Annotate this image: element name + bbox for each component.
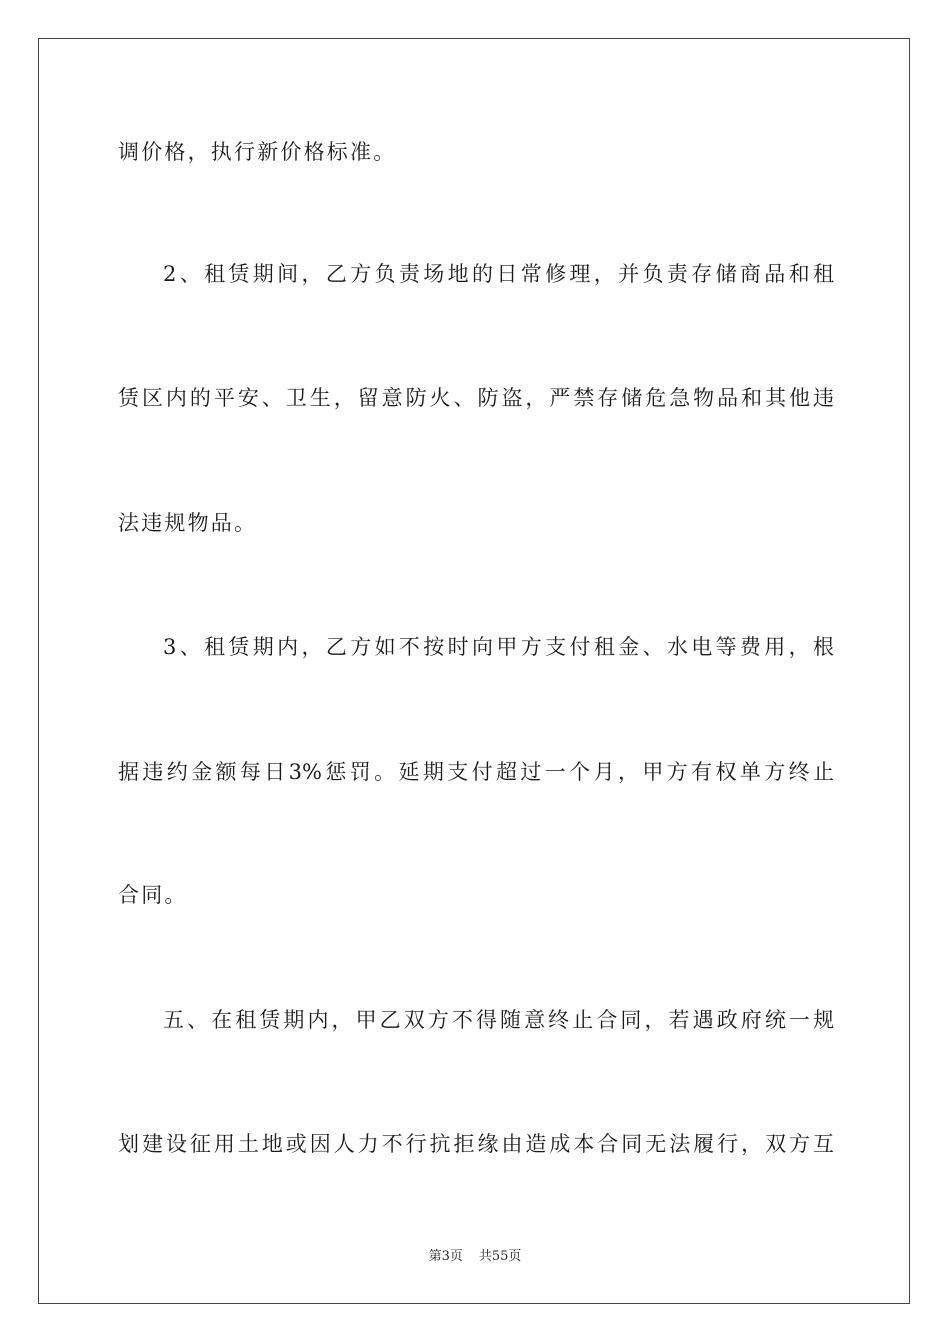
paragraph-start-line: 五、在租赁期内，甲乙双方不得随意终止合同，若遇政府统一规 [163,1008,834,1032]
text-line: 据违约金额每日3%惩罚。延期支付超过一个月，甲方有权单方终止 [118,760,834,784]
page-footer [0,1248,950,1266]
text-line: 赁区内的平安、卫生，留意防火、防盗，严禁存储危急物品和其他违 [118,386,834,410]
page-total: 共55页 [478,1249,522,1264]
page-border [38,38,910,1304]
text-line: 划建设征用土地或因人力不行抗拒缘由造成本合同无法履行，双方互 [118,1132,834,1156]
text-line: 法违规物品。 [118,511,258,535]
page-number: 第3页 [428,1249,463,1264]
paragraph-start-line: 3、租赁期内，乙方如不按时向甲方支付租金、水电等费用，根 [163,635,834,659]
text-line: 调价格，执行新价格标准。 [118,140,397,164]
text-line: 合同。 [118,883,188,907]
paragraph-start-line: 2、租赁期间，乙方负责场地的日常修理，并负责存储商品和租 [163,262,834,286]
